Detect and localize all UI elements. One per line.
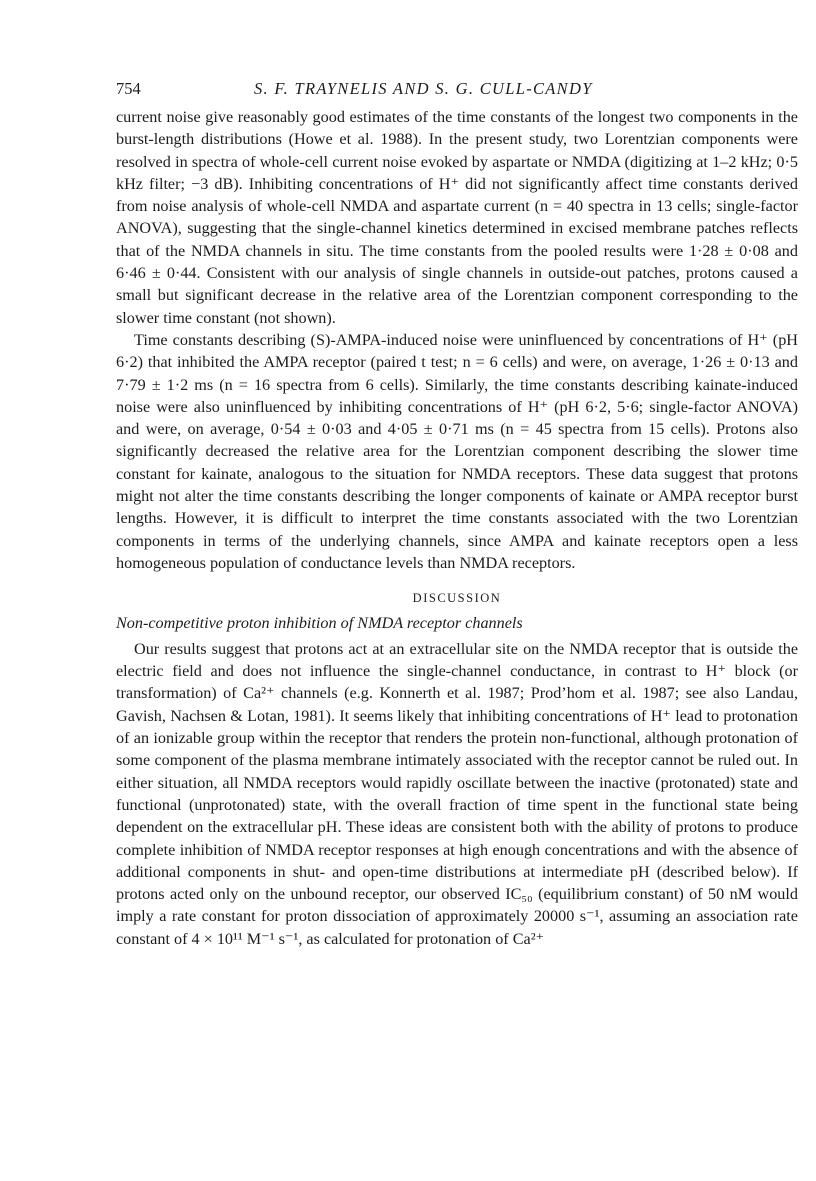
- journal-page: [116, 78, 798, 950]
- body-paragraph: current noise give reasonably good estimates of the time constants of the longest two components in the burst-length distributions (Howe et al. 1988). In the present study, two Lorentzian components were resolved in spectra of whole-cell current noise evoked by aspartate or NMDA (digitizing at 1–2 kHz; 0·5 kHz filter; −3 dB). Inhibiting concentrations of H⁺ did not significantly affect time constants derived from noise analysis of whole-cell NMDA and aspartate current (n = 40 spectra in 13 cells; single-factor ANOVA), suggesting that the single-channel kinetics determined in excised membrane patches reflects that of the NMDA channels in situ. The time constants from the pooled results were 1·28 ± 0·08 and 6·46 ± 0·44. Consistent with our analysis of single channels in outside-out patches, protons caused a small but significant decrease in the relative area of the Lorentzian component corresponding to the slower time constant (not shown).: [116, 108, 798, 327]
- body-paragraph: Time constants describing (S)-AMPA-induced noise were uninfluenced by concentrations of H⁺ (pH 6·2) that inhibited the AMPA receptor (paired t test; n = 6 cells) and were, on average, 1·26 ± 0·13 and 7·79 ± 1·2 ms (n = 16 spectra from 6 cells). Similarly, the time constants describing kainate-induced noise were also uninfluenced by inhibiting concentrations of H⁺ (pH 6·2, 5·6; single-factor ANOVA) and were, on average, 0·54 ± 0·03 and 4·05 ± 0·71 ms (n = 45 spectra from 15 cells). Protons also significantly decreased the relative area for the Lorentzian component describing the slower time constant for kainate, analogous to the situation for NMDA receptors. These data suggest that protons might not alter the time constants describing the longer components of kainate or AMPA receptor burst lengths. However, it is difficult to interpret the time constants associated with the two Lorentzian components in terms of the underlying channels, since AMPA and kainate receptors open a less homogeneous population of conductance levels than NMDA receptors.: [116, 330, 798, 572]
- body-paragraph: Our results suggest that protons act at an extracellular site on the NMDA receptor that is outside the electric field and does not influence the single-channel conductance, in contrast to H⁺ block (or transformation) of Ca²⁺ channels (e.g. Konnerth et al. 1987; Prod’hom et al. 1987; see also Landau, Gavish, Nachsen & Lotan, 1981). It seems likely that inhibiting concentrations of H⁺ lead to protonation of an ionizable group within the receptor that renders the protein non-functional, although protonation of some component of the plasma membrane intimately associated with the receptor cannot be ruled out. In either situation, all NMDA receptors would rapidly oscillate between the inactive (protonated) state and functional (unprotonated) state, with the overall fraction of time spent in the functional state being dependent on the extracellular pH. These ideas are consistent both with the ability of protons to produce complete inhibition of NMDA receptor responses at high enough concentrations and with the absence of additional components in shut- and open-time distributions at intermediate pH (described below). If protons acted only on the unbound receptor, our observed IC₅₀ (equilibrium constant) of 50 nM would imply a rate constant for proton dissociation of approximately 20000 s⁻¹, assuming an association rate constant of 4 × 10¹¹ M⁻¹ s⁻¹, as calculated for protonation of Ca²⁺: [116, 639, 798, 948]
- running-head: S. F. TRAYNELIS AND S. G. CULL-CANDY: [254, 79, 593, 98]
- section-heading: DISCUSSION: [412, 591, 502, 606]
- subsection-heading: Non-competitive proton inhibition of NMDA receptor channels: [116, 613, 523, 632]
- page-header: [116, 78, 798, 104]
- page-number: 754: [116, 79, 141, 98]
